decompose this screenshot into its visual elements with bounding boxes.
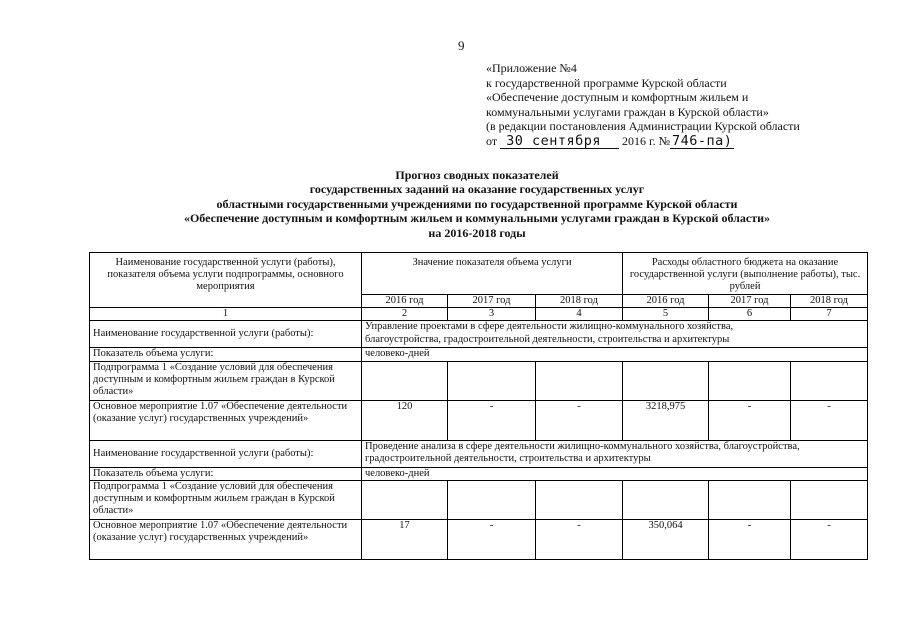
header-expense-group: Расходы областного бюджета на оказание государственной услуги (выполнение работы), тыс. рублей [623, 253, 868, 295]
empty-cell [536, 480, 623, 519]
header-year: 2018 год [536, 295, 623, 308]
empty-cell [362, 480, 448, 519]
service-value [362, 440, 868, 467]
indicator-label: Показатель объема услуги: [90, 467, 362, 480]
subprogram-row [90, 361, 868, 400]
empty-cell [791, 361, 868, 400]
year-label: 2016 г. № [622, 133, 671, 148]
indicator-value: человеко-дней [362, 348, 868, 361]
measure-value: - [448, 400, 536, 440]
empty-cell [623, 480, 709, 519]
measure-name: Основное мероприятие 1.07 «Обеспечение деятельности (оказание услуг) государственных учреждений» [90, 400, 362, 440]
service-label: Наименование государственной услуги (работы): [90, 440, 362, 467]
service-value [362, 321, 868, 348]
service-row [90, 440, 868, 467]
title-line-3: областными государственными учреждениями по государственной программе Курской области [216, 196, 738, 211]
measure-value: 3218,975 [623, 400, 709, 440]
measure-value: - [791, 400, 868, 440]
header-year: 2016 год [362, 295, 448, 308]
from-label: от [486, 133, 498, 148]
header-year: 2017 год [709, 295, 791, 308]
title-line-5: на 2016-2018 годы [428, 225, 526, 240]
column-number: 3 [448, 308, 536, 321]
header-year: 2018 год [791, 295, 868, 308]
measure-value: - [536, 400, 623, 440]
appendix-line-5: (в редакции постановления Администрации Курской области [486, 119, 800, 134]
header-volume-group: Значение показателя объема услуги [362, 253, 623, 295]
header-name-column: Наименование государственной услуги (работы), показателя объема услуги подпрограммы, основного мероприятия [90, 253, 362, 308]
indicator-value: человеко-дней [362, 467, 868, 480]
empty-cell [709, 361, 791, 400]
document-title [92, 168, 862, 240]
service-value-line: благоустройства, градостроительной деятельности, строительства и архитектуры [365, 333, 730, 345]
title-line-2: государственных заданий на оказание государственных услуг [309, 182, 645, 197]
title-line-4: «Обеспечение доступным и комфортным жильем и коммунальными услугами граждан в Курской области» [183, 211, 771, 226]
empty-cell [709, 480, 791, 519]
empty-cell [623, 361, 709, 400]
appendix-line-3: «Обеспечение доступным и комфортным жильем и [486, 90, 749, 105]
appendix-date-line [486, 134, 800, 149]
measure-value: - [536, 519, 623, 559]
measure-value: 120 [362, 400, 448, 440]
subprogram-name: Подпрограмма 1 «Создание условий для обеспечения доступным и комфортным жильем граждан в Курской области» [90, 480, 362, 519]
header-row-groups [90, 253, 868, 295]
empty-cell [448, 480, 536, 519]
header-year: 2017 год [448, 295, 536, 308]
measure-row [90, 400, 868, 440]
measure-value: 350,064 [623, 519, 709, 559]
handwritten-date: 30 сентября [500, 135, 619, 149]
header-row-numbers [90, 308, 868, 321]
empty-cell [362, 361, 448, 400]
subprogram-row [90, 480, 868, 519]
indicator-row [90, 348, 868, 361]
measure-name: Основное мероприятие 1.07 «Обеспечение деятельности (оказание услуг) государственных учреждений» [90, 519, 362, 559]
service-value-line: градостроительной деятельности, строительства и архитектуры [365, 452, 651, 464]
title-line-1: Прогноз сводных показателей [395, 168, 559, 182]
column-number: 7 [791, 308, 868, 321]
subprogram-name: Подпрограмма 1 «Создание условий для обеспечения доступным и комфортным жильем граждан в Курской области» [90, 361, 362, 400]
appendix-line-1: «Приложение №4 [486, 61, 577, 75]
measure-row [90, 519, 868, 559]
service-label: Наименование государственной услуги (работы): [90, 321, 362, 348]
column-number: 5 [623, 308, 709, 321]
measure-value: - [448, 519, 536, 559]
measure-value: - [709, 400, 791, 440]
appendix-header [486, 61, 800, 149]
column-number: 1 [90, 308, 362, 321]
service-value-line: Управление проектами в сфере деятельности жилищно-коммунального хозяйства, [365, 321, 734, 333]
empty-cell [791, 480, 868, 519]
measure-value: - [709, 519, 791, 559]
indicator-label: Показатель объема услуги: [90, 348, 362, 361]
appendix-line-4: коммунальными услугами граждан в Курской области» [486, 104, 769, 119]
service-row [90, 321, 868, 348]
handwritten-number: 746-па) [672, 132, 733, 149]
column-number: 4 [536, 308, 623, 321]
page-number: 9 [458, 38, 465, 53]
measure-value: - [791, 519, 868, 559]
header-year: 2016 год [623, 295, 709, 308]
appendix-line-2: к государственной программе Курской области [486, 75, 727, 90]
measure-value: 17 [362, 519, 448, 559]
service-value-line: Проведение анализа в сфере деятельности жилищно-коммунального хозяйства, благоустройства, [365, 440, 800, 452]
empty-cell [536, 361, 623, 400]
indicators-table [89, 252, 868, 560]
empty-cell [448, 361, 536, 400]
indicator-row [90, 467, 868, 480]
column-number: 2 [362, 308, 448, 321]
column-number: 6 [709, 308, 791, 321]
